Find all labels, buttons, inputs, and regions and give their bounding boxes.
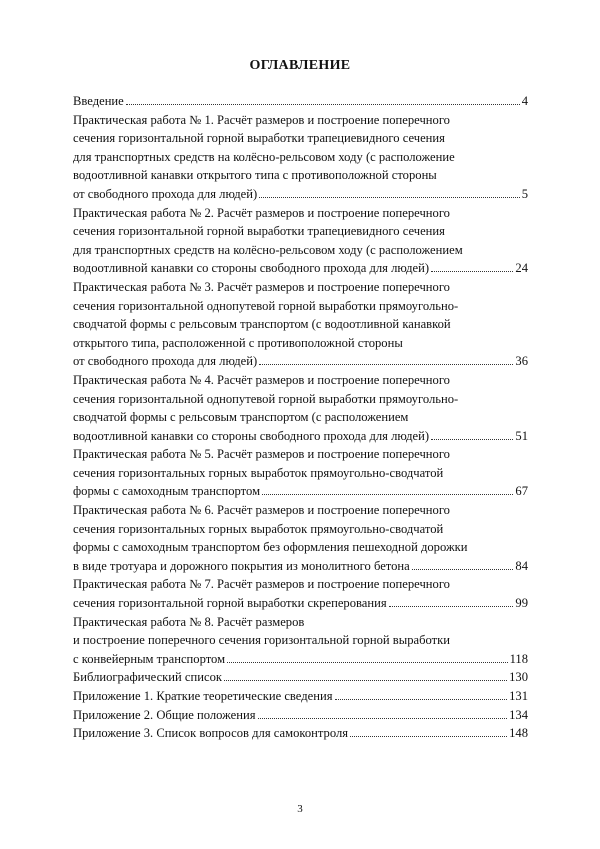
toc-entry-line: сечения горизонтальной горной выработки трапециевидного сечения [73, 224, 445, 239]
dot-leader [126, 103, 520, 105]
toc-entry-line: Практическая работа № 2. Расчёт размеров и построение поперечного [73, 205, 450, 220]
toc-page-number: 148 [509, 726, 528, 741]
toc-page-number: 36 [515, 354, 528, 369]
toc-entry-line: Приложение 1. Краткие теоретические сведения [73, 689, 333, 703]
toc-entry-line: для транспортных средств на колёсно-рельсовом ходу (с расположением [73, 242, 463, 257]
toc-entry-last-line [73, 724, 528, 743]
toc-entry[interactable] [73, 687, 528, 706]
dot-leader [431, 438, 513, 440]
toc-entry-line: Приложение 2. Общие положения [73, 707, 256, 722]
toc-entry-last-line [73, 687, 528, 706]
dot-leader [350, 735, 507, 737]
dot-leader [227, 661, 507, 663]
toc-entry-line: водоотливной канавки со стороны свободного прохода для людей) [73, 428, 430, 443]
toc-entry-line: сечения горизонтальных горных выработок прямоугольно-сводчатой [73, 465, 444, 480]
toc-entry[interactable] [73, 278, 528, 371]
toc-entry-last-line [73, 352, 528, 371]
dot-leader [335, 698, 508, 700]
toc-page-number: 130 [509, 670, 528, 685]
toc-entry-line: Практическая работа № 4. Расчёт размеров и построение поперечного [73, 372, 450, 387]
toc-entry-line: формы с самоходным транспортом без оформления пешеходной дорожки [73, 540, 468, 555]
toc-entry-line: от свободного прохода для людей) [73, 186, 258, 201]
toc-entry-last-line [73, 427, 528, 446]
toc-entry-last-line [73, 706, 528, 725]
toc-entry-last-line [73, 482, 528, 501]
toc-entry-line: от свободного прохода для людей) [73, 354, 258, 369]
toc-entry-line: Практическая работа № 7. Расчёт размеров и построение поперечного [73, 577, 450, 592]
toc-page-number: 51 [515, 428, 528, 443]
toc-title: ОГЛАВЛЕНИЕ [249, 58, 351, 73]
toc-entry[interactable] [73, 204, 528, 278]
toc-entry-line: сечения горизонтальной горной выработки трапециевидного сечения [73, 131, 445, 146]
toc-entry-last-line [73, 668, 528, 687]
dot-leader [258, 717, 508, 719]
toc-entry-line: Практическая работа № 8. Расчёт размеров [73, 614, 305, 629]
dot-leader [389, 605, 514, 607]
toc-entry-line: Библиографический список [73, 670, 222, 685]
toc-entry-line: Введение [73, 94, 124, 108]
toc-page-number: 134 [509, 707, 528, 722]
dot-leader [412, 568, 514, 570]
toc-entry[interactable] [73, 111, 528, 204]
toc-entry-line: сечения горизонтальной однопутевой горной выработки прямоугольно- [73, 298, 459, 313]
toc-entry-last-line [73, 650, 528, 669]
toc-entry-last-line [73, 259, 528, 278]
toc-page-number: 67 [515, 484, 528, 499]
toc-entry-line: сводчатой формы с рельсовым транспортом (с водоотливной канавкой [73, 317, 451, 332]
toc-entry-line: сечения горизонтальных горных выработок прямоугольно-сводчатой [73, 521, 444, 536]
toc-entry-line: с конвейерным транспортом [73, 651, 226, 666]
toc-entry-line: формы с самоходным транспортом [73, 484, 261, 499]
toc-entry-line: Практическая работа № 6. Расчёт размеров и построение поперечного [73, 503, 450, 518]
toc-entry-line: открытого типа, расположенной с противоположной стороны [73, 335, 403, 350]
toc-entry[interactable] [73, 724, 528, 743]
dot-leader [259, 363, 513, 365]
dot-leader [262, 493, 513, 495]
toc-entry-line: Практическая работа № 3. Расчёт размеров и построение поперечного [73, 279, 450, 294]
toc-entry-last-line [73, 185, 528, 204]
toc-entry-line: сечения горизонтальной однопутевой горной выработки прямоугольно- [73, 391, 459, 406]
toc-entry-line: водоотливной канавки со стороны свободного прохода для людей) [73, 261, 430, 276]
toc-entry-last-line [73, 92, 528, 111]
toc-entry-line: Практическая работа № 1. Расчёт размеров и построение поперечного [73, 112, 450, 127]
toc-page-number: 24 [515, 261, 528, 276]
toc-entry[interactable] [73, 613, 528, 669]
dot-leader [259, 196, 520, 198]
toc-page-number: 99 [515, 596, 528, 611]
toc-entry[interactable] [73, 371, 528, 445]
toc-entry-line: Приложение 3. Список вопросов для самоконтроля [73, 726, 349, 741]
toc-page-number: 5 [521, 186, 528, 201]
toc-entry[interactable] [73, 706, 528, 725]
toc-page-number: 4 [521, 94, 528, 108]
toc-entry-last-line [73, 594, 528, 613]
toc-entry[interactable] [73, 668, 528, 687]
toc-entry-line: сечения горизонтальной горной выработки скреперования [73, 596, 387, 611]
toc-entry[interactable] [73, 501, 528, 575]
toc-entry-line: и построение поперечного сечения горизонтальной горной выработки [73, 633, 451, 648]
toc-entry-line: Практическая работа № 5. Расчёт размеров и построение поперечного [73, 447, 450, 462]
toc-page-number: 84 [515, 558, 528, 573]
toc-list [73, 92, 528, 743]
toc-entry[interactable] [73, 575, 528, 612]
dot-leader [431, 270, 513, 272]
toc-entry-line: сводчатой формы с рельсовым транспортом (с расположением [73, 410, 409, 425]
page-number: 3 [297, 803, 303, 815]
toc-entry[interactable] [73, 445, 528, 501]
toc-page-number: 118 [509, 651, 528, 666]
toc-entry-line: для транспортных средств на колёсно-рельсовом ходу (с расположение [73, 149, 455, 164]
toc-page-number: 131 [509, 689, 528, 703]
toc-entry-last-line [73, 557, 528, 576]
dot-leader [224, 679, 507, 681]
toc-entry[interactable] [73, 92, 528, 111]
toc-entry-line: водоотливной канавки открытого типа с противоположной стороны [73, 168, 437, 183]
toc-entry-line: в виде тротуара и дорожного покрытия из монолитного бетона [73, 558, 410, 573]
